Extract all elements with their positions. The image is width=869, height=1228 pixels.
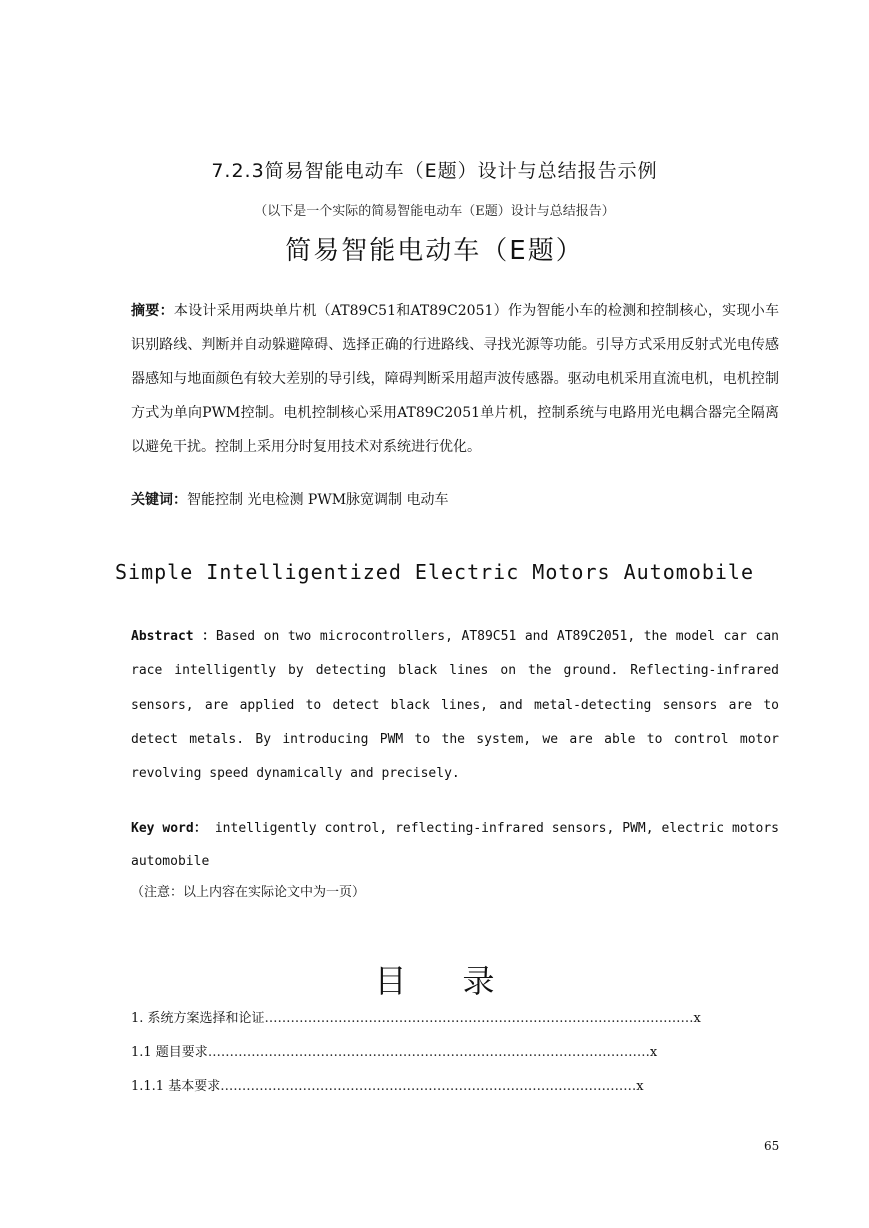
keywords-en-text: intelligently control, reflecting-infrared sensors, PWM, electric motors automobile	[131, 821, 779, 869]
toc-entry-dots: ………………………………………………………………………………………	[264, 1011, 694, 1026]
table-of-contents	[131, 1006, 791, 1108]
layout-note: （注意：以上内容在实际论文中为一页）	[131, 885, 366, 900]
toc-entry-dots: …………………………………………………………………………………………	[207, 1045, 650, 1060]
english-title: Simple Intelligentized Electric Motors Automobile	[114, 560, 754, 584]
abstract-cn-label: 摘要：	[131, 303, 174, 319]
paper-title: 简易智能电动车（E题）	[285, 236, 584, 266]
toc-entry-page: x	[693, 1011, 701, 1026]
keywords-cn-label: 关键词：	[131, 492, 187, 508]
abstract-cn-text: 本设计采用两块单片机（AT89C51和AT89C2051）作为智能小车的检测和控制核心，实现小车识别路线、判断并自动躲避障碍、选择正确的行进路线、寻找光源等功能。引导方式采用反射式光电传感器感知与地面颜色有较大差别的导引线，障碍判断采用超声波传感器。驱动电机采用直流电机，电机控制方式为单向PWM控制。电机控制核心采用AT89C2051单片机，控制系统与电路用光电耦合器完全隔离以避免干扰。控制上采用分时复用技术对系统进行优化。	[131, 303, 780, 455]
keywords-en-label: Key word：	[131, 821, 207, 836]
toc-title-left: 目	[374, 962, 407, 1000]
section-note: （以下是一个实际的简易智能电动车（E题）设计与总结报告）	[254, 204, 615, 219]
keywords-cn-text: 智能控制 光电检测 PWM脉宽调制 电动车	[187, 492, 449, 508]
toc-entry-dots: ……………………………………………………………………………………	[220, 1079, 637, 1094]
toc-title-right: 录	[462, 962, 495, 1000]
toc-entry-label: 1. 系统方案选择和论证	[131, 1011, 265, 1026]
toc-entry[interactable]	[131, 1074, 791, 1108]
toc-entry[interactable]	[131, 1040, 791, 1074]
keywords-en	[131, 812, 779, 878]
keywords-cn	[131, 487, 779, 513]
abstract-en	[131, 620, 779, 791]
abstract-en-label: Abstract ：	[131, 629, 216, 644]
toc-entry-page: x	[636, 1079, 644, 1094]
toc-title	[0, 956, 869, 1002]
section-title: 7.2.3简易智能电动车（E题）设计与总结报告示例	[211, 160, 658, 182]
toc-entry-label: 1.1.1 基本要求	[131, 1079, 221, 1094]
abstract-cn	[131, 294, 779, 464]
toc-entry-label: 1.1 题目要求	[131, 1045, 208, 1060]
abstract-en-text: Based on two microcontrollers, AT89C51 and AT89C2051, the model car can race intelligently by detecting black lines on the ground. Reflecting-infrared sensors, are applied to detect black lines, and metal-detecting sensors are to detect metals. By introducing PWM to the system, we are able to control motor revolving speed dynamically and precisely.	[131, 629, 779, 782]
page-number: 65	[764, 1139, 780, 1153]
toc-entry[interactable]	[131, 1006, 791, 1040]
toc-entry-page: x	[649, 1045, 658, 1060]
